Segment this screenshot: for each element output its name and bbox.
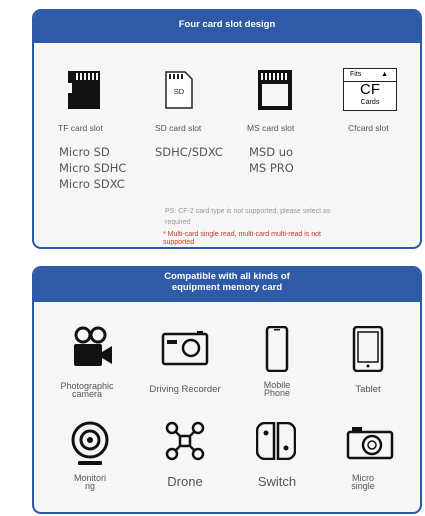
driving-recorder-label: Driving Recorder (149, 384, 221, 395)
cf-card-icon (343, 68, 397, 111)
mobile-phone-label (247, 381, 307, 397)
cf-card-top-text: Fits (350, 71, 362, 78)
ms-type-list (249, 144, 294, 176)
sd-type: SDHC/SDXC (155, 145, 223, 159)
device-label-line: Phone (263, 388, 291, 398)
note-gray-line: PS: CF-2 card type is not supported, please select as (165, 208, 331, 215)
device-label-line: camera (71, 389, 102, 399)
compatibility-title-line: equipment memory card (171, 282, 283, 293)
photographic-camera-label (52, 382, 122, 398)
video-camera-icon (70, 326, 114, 370)
note-multi-card (163, 231, 321, 247)
dashcam-icon (161, 330, 209, 366)
mirrorless-camera-icon (346, 424, 394, 460)
device-label-line: Monitori (73, 473, 106, 483)
device-label-line: ng (84, 481, 95, 491)
cf-card-header (344, 69, 396, 82)
ms-type: MS PRO (249, 161, 294, 175)
tf-card-icon (66, 69, 102, 111)
tf-type: Micro SDHC (59, 161, 127, 175)
monitoring-label (60, 474, 120, 490)
device-label-line: Micro (352, 473, 374, 483)
tf-type-list (59, 144, 126, 192)
device-label-line: Photographic (60, 381, 114, 391)
tablet-label: Tablet (355, 384, 381, 395)
tf-type: Micro SDXC (59, 177, 125, 191)
drone-label: Drone (167, 474, 203, 489)
card-slot-panel (32, 9, 422, 249)
tf-slot-label: TF card slot (58, 123, 103, 133)
sd-type-list (155, 144, 223, 160)
compatibility-title (34, 268, 420, 302)
ms-slot-label: MS card slot (247, 123, 295, 133)
ms-card-icon (257, 69, 293, 111)
ms-type: MSD uo (249, 145, 294, 159)
device-label-line: single (351, 481, 375, 491)
webcam-icon (70, 420, 110, 468)
cf-card-bottom-text: Cards (360, 99, 380, 106)
triangle-up-icon: ▲ (381, 71, 388, 78)
card-slot-title: Four card slot design (34, 11, 420, 43)
sd-card-text: SD (173, 87, 185, 96)
phone-icon (265, 326, 289, 372)
note-unsupported-cf (165, 206, 330, 228)
drone-icon (164, 420, 206, 462)
note-red-line: * Multi-card single read, multi-card multi-read is not (163, 231, 321, 238)
device-label-line: Mobile (263, 380, 291, 390)
compatibility-panel (32, 266, 422, 514)
tablet-icon (352, 326, 384, 372)
note-gray-line: required (165, 219, 191, 226)
micro-single-label (338, 474, 388, 490)
tf-type: Micro SD (59, 145, 110, 159)
cf-card-mid-text: CF (360, 81, 380, 98)
note-red-line: supported (163, 239, 195, 246)
sd-slot-label: SD card slot (155, 123, 202, 133)
compatibility-title-line: Compatible with all kinds of (164, 271, 290, 282)
cf-slot-label: Cfcard slot (348, 123, 389, 133)
switch-console-icon (256, 422, 296, 460)
switch-label: Switch (257, 474, 297, 489)
